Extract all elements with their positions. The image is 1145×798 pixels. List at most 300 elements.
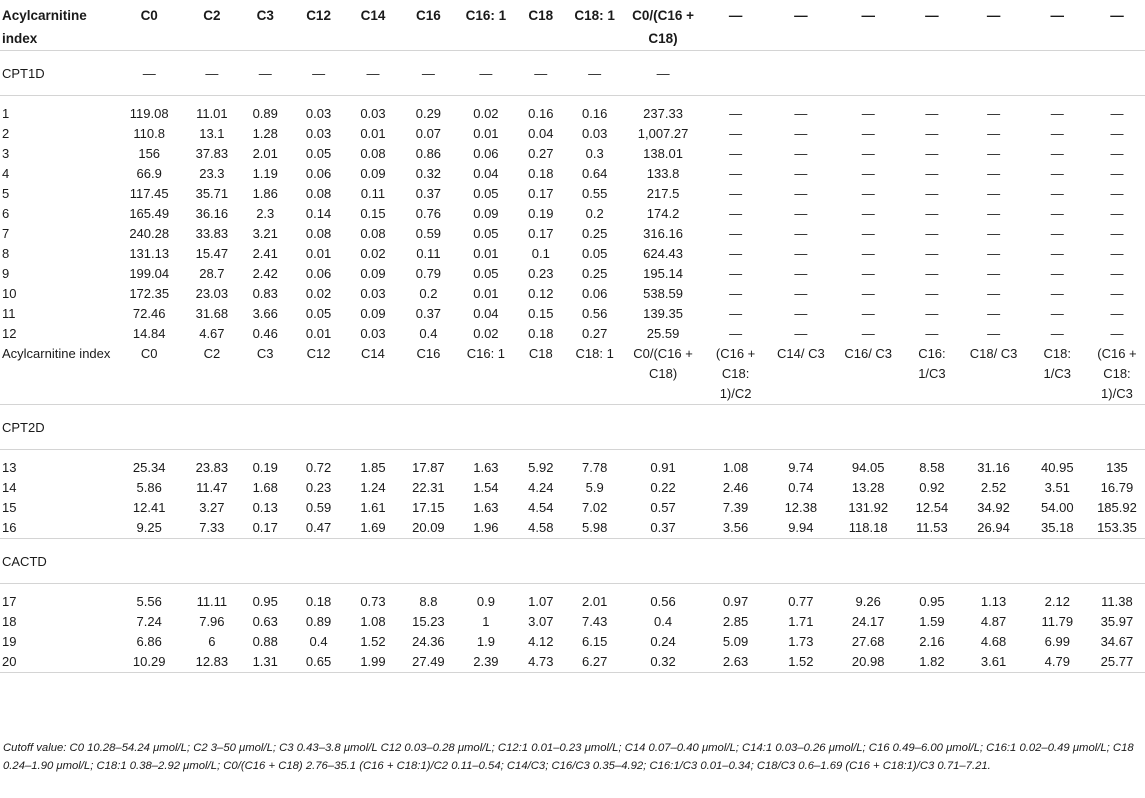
table-cell: —	[1050, 326, 1064, 341]
table-cell: 34.92	[977, 500, 1010, 515]
table-cell: 0.76	[415, 206, 442, 221]
table-cell: 11.11	[196, 594, 228, 609]
table-cell	[768, 539, 834, 584]
table-cell: 0.91	[650, 460, 676, 475]
table-cell: —	[794, 206, 808, 221]
column-header: —	[794, 8, 808, 23]
table-cell: 0.79	[415, 266, 442, 281]
table-cell: 31.68	[195, 306, 229, 321]
table-cell: —	[794, 226, 808, 241]
group-label: CPT1D	[0, 51, 114, 96]
patient-id: 7	[2, 226, 10, 241]
table-cell: 7.33	[199, 520, 225, 535]
table-cell: 35.71	[195, 186, 229, 201]
table-cell: 3.27	[199, 500, 225, 515]
table-cell: 195.14	[643, 266, 683, 281]
table-cell: 0.15	[360, 206, 386, 221]
table-cell: 13.1	[199, 126, 225, 141]
table-cell: 1.28	[252, 126, 278, 141]
table-cell: 11.53	[916, 520, 948, 535]
table-row	[0, 612, 1145, 632]
table-cell: —	[794, 166, 808, 181]
table-cell: 0.05	[582, 246, 608, 261]
patient-id: 3	[2, 146, 10, 161]
table-cell: 6.86	[136, 634, 162, 649]
table-cell: 0.18	[528, 326, 554, 341]
table-cell: 2.85	[722, 614, 749, 629]
table-cell: 1.24	[360, 480, 386, 495]
table-cell: 3.07	[528, 614, 554, 629]
table-cell: 624.43	[643, 246, 683, 261]
table-cell: 1.61	[360, 500, 386, 515]
table-cell: 4.87	[980, 614, 1007, 629]
table-cell: 25.59	[646, 326, 680, 341]
table-cell: 2.63	[722, 654, 749, 669]
table-cell: —	[987, 306, 1001, 321]
table-cell: —	[1050, 246, 1064, 261]
column-header: C3	[256, 346, 274, 361]
table-cell: 13.28	[851, 480, 885, 495]
patient-id: 9	[2, 266, 10, 281]
table-cell: 1.73	[788, 634, 814, 649]
spacer-cell	[0, 673, 1145, 682]
table-cell: 35.18	[1041, 520, 1074, 535]
table-cell: 1.63	[473, 500, 499, 515]
table-cell: 0.32	[650, 654, 676, 669]
table-cell: 4.68	[980, 634, 1007, 649]
table-cell	[768, 405, 834, 450]
table-cell: 0.37	[415, 186, 442, 201]
table-cell: 0.03	[360, 326, 386, 341]
table-cell: 6.99	[1044, 634, 1070, 649]
table-cell: 8.8	[419, 594, 438, 609]
table-cell: 4.12	[528, 634, 554, 649]
column-header: —	[1110, 8, 1124, 23]
table-row	[0, 518, 1145, 539]
table-cell: —	[987, 146, 1001, 161]
table-cell: 0.02	[360, 246, 386, 261]
table-cell	[703, 539, 767, 584]
table-cell: —	[794, 106, 808, 121]
table-cell: —	[987, 326, 1001, 341]
table-cell: —	[457, 51, 515, 96]
table-cell: 66.9	[136, 166, 162, 181]
table-cell: 1.9	[476, 634, 495, 649]
table-cell: —	[925, 306, 939, 321]
table-cell: 0.56	[582, 306, 608, 321]
table-cell: 0.02	[305, 286, 332, 301]
table-cell: 0.03	[582, 126, 608, 141]
column-header: —	[861, 8, 875, 23]
table-cell: 11.01	[196, 106, 228, 121]
table-cell: 138.01	[643, 146, 683, 161]
table-cell: 240.28	[129, 226, 170, 241]
table-cell: —	[1050, 306, 1064, 321]
patient-id: 18	[2, 614, 17, 629]
table-cell: 23.83	[195, 460, 229, 475]
table-cell	[515, 539, 567, 584]
table-cell	[623, 539, 704, 584]
patient-id: 10	[2, 286, 17, 301]
row-spacer	[0, 450, 1145, 459]
table-cell: 1.08	[722, 460, 749, 475]
table-cell: —	[400, 51, 457, 96]
table-cell: 72.46	[132, 306, 166, 321]
table-cell: 5.09	[722, 634, 749, 649]
table-cell: —	[1110, 306, 1124, 321]
column-header: C16: 1/C3	[918, 346, 946, 381]
table-cell: 0.24	[650, 634, 676, 649]
table-cell: 4.54	[528, 500, 554, 515]
table-cell: —	[861, 146, 875, 161]
table-cell: —	[1050, 226, 1064, 241]
table-cell: 0.37	[650, 520, 676, 535]
table-cell: 0.11	[360, 186, 386, 201]
table-cell	[902, 51, 961, 96]
table-cell: —	[861, 266, 875, 281]
table-cell	[1026, 51, 1089, 96]
table-cell: 0.17	[528, 186, 554, 201]
table-cell: 165.49	[129, 206, 170, 221]
table-cell: 4.73	[528, 654, 554, 669]
table-cell: 0.72	[305, 460, 332, 475]
table-cell: 2.41	[252, 246, 278, 261]
table-cell: 1.19	[252, 166, 278, 181]
table-cell: 110.8	[133, 126, 165, 141]
table-cell: —	[794, 246, 808, 261]
table-cell: 33.83	[195, 226, 229, 241]
table-cell	[961, 539, 1025, 584]
table-cell	[114, 405, 184, 450]
table-cell: 0.63	[252, 614, 278, 629]
table-cell: —	[987, 266, 1001, 281]
table-cell: 0.95	[919, 594, 945, 609]
table-cell: —	[861, 106, 875, 121]
table-cell: —	[729, 146, 743, 161]
table-cell	[114, 539, 184, 584]
table-cell: 0.46	[252, 326, 278, 341]
table-row	[0, 632, 1145, 652]
table-cell: 0.18	[528, 166, 554, 181]
table-cell: 0.65	[305, 654, 332, 669]
table-cell: —	[346, 51, 400, 96]
spacer-cell	[0, 584, 1145, 593]
patient-id: 11	[2, 306, 16, 321]
table-cell: —	[925, 106, 939, 121]
table-cell: 0.27	[528, 146, 554, 161]
table-cell: 0.15	[528, 306, 554, 321]
table-cell: 118.18	[848, 520, 888, 535]
table-cell: —	[925, 126, 939, 141]
header-title: Acylcarnitine index	[2, 8, 87, 46]
table-cell: 119.08	[129, 106, 169, 121]
table-cell: 20.09	[412, 520, 445, 535]
table-cell: —	[729, 326, 743, 341]
table-cell: 35.97	[1100, 614, 1134, 629]
column-header: C2	[203, 346, 221, 361]
table-cell	[834, 539, 902, 584]
table-cell: 9.26	[855, 594, 881, 609]
table-cell: —	[987, 186, 1001, 201]
table-cell: 7.02	[582, 500, 608, 515]
table-cell: 1.85	[360, 460, 386, 475]
table-cell	[400, 539, 457, 584]
table-cell: 0.04	[473, 306, 499, 321]
table-cell: 0.97	[722, 594, 749, 609]
patient-id: 12	[2, 326, 17, 341]
table-cell: —	[794, 126, 808, 141]
table-cell: —	[794, 186, 808, 201]
table-row	[0, 652, 1145, 673]
spacer-cell	[0, 450, 1145, 459]
table-cell: 27.49	[412, 654, 445, 669]
table-cell: 0.01	[473, 286, 499, 301]
table-cell: 0.25	[582, 226, 608, 241]
patient-id: 20	[2, 654, 17, 669]
table-cell: 1.71	[788, 614, 814, 629]
table-cell: —	[861, 306, 875, 321]
table-cell: —	[1050, 186, 1064, 201]
table-cell	[346, 405, 400, 450]
table-cell: 0.9	[476, 594, 495, 609]
table-cell: 538.59	[643, 286, 683, 301]
patient-id: 6	[2, 206, 10, 221]
table-row	[0, 144, 1145, 164]
column-header: C18: 1	[574, 8, 615, 23]
table-cell: 139.35	[643, 306, 683, 321]
table-cell	[1089, 405, 1145, 450]
table-cell: 14.84	[132, 326, 166, 341]
table-cell: —	[729, 186, 743, 201]
table-cell: 2.16	[919, 634, 945, 649]
table-cell: 0.06	[473, 146, 499, 161]
table-cell: 6.27	[582, 654, 608, 669]
patient-id: 1	[2, 106, 10, 121]
table-cell: —	[1110, 186, 1124, 201]
table-cell: 0.4	[654, 614, 673, 629]
table-cell	[1026, 539, 1089, 584]
table-cell: 0.09	[473, 206, 499, 221]
table-cell: —	[925, 146, 939, 161]
table-cell: 11.47	[196, 480, 228, 495]
table-cell: 0.08	[360, 146, 386, 161]
table-cell: 0.03	[360, 106, 386, 121]
group-label: CACTD	[0, 539, 114, 584]
table-cell	[834, 51, 902, 96]
table-cell: 6	[208, 634, 216, 649]
table-cell: 0.4	[419, 326, 438, 341]
table-cell: —	[1110, 106, 1124, 121]
table-row	[0, 478, 1145, 498]
table-cell: —	[925, 166, 939, 181]
table-cell: 0.57	[650, 500, 676, 515]
table-cell: 25.77	[1100, 654, 1134, 669]
column-header: C12	[306, 8, 331, 23]
patient-id: 5	[2, 186, 10, 201]
table-cell: 24.17	[851, 614, 885, 629]
table-cell: —	[239, 51, 291, 96]
table-cell: —	[1110, 266, 1124, 281]
table-cell: 0.06	[582, 286, 608, 301]
column-header: C12	[306, 346, 331, 361]
table-cell: 31.16	[977, 460, 1010, 475]
table-cell: 4.79	[1044, 654, 1070, 669]
table-cell: 10.29	[132, 654, 166, 669]
table-cell: —	[925, 186, 939, 201]
table-cell	[567, 539, 623, 584]
table-cell: —	[291, 51, 346, 96]
table-cell: 11.79	[1041, 614, 1074, 629]
table-cell: —	[114, 51, 184, 96]
column-header: C16	[416, 346, 441, 361]
table-cell: 1.63	[473, 460, 499, 475]
table-cell: 1.96	[473, 520, 499, 535]
table-cell: 0.04	[528, 126, 554, 141]
table-cell: 2.46	[722, 480, 749, 495]
table-cell: —	[1110, 126, 1124, 141]
table-cell: 1.52	[360, 634, 386, 649]
table-cell	[239, 405, 291, 450]
table-cell: —	[925, 326, 939, 341]
table-cell: 7.78	[582, 460, 608, 475]
table-cell: 36.16	[195, 206, 229, 221]
table-row	[0, 224, 1145, 244]
table-cell: 34.67	[1100, 634, 1134, 649]
column-header: C14/ C3	[777, 346, 825, 361]
table-cell: 0.86	[415, 146, 442, 161]
patient-id: 16	[2, 520, 17, 535]
column-header: C18	[528, 8, 554, 23]
table-cell: 0.59	[305, 500, 332, 515]
table-cell	[291, 539, 346, 584]
table-cell	[1026, 405, 1089, 450]
table-cell: 12.41	[132, 500, 166, 515]
table-cell: 0.83	[252, 286, 278, 301]
table-cell: —	[987, 226, 1001, 241]
table-cell: 0.92	[919, 480, 945, 495]
footnote: Cutoff value: C0 10.28–54.24 μmol/L; C2 3–50 μmol/L; C3 0.43–3.8 μmol/L C12 0.03–0.28 μmol/L; C12:1 0.01–0.23 μmol/L; C14 0.07–0.40 μmol/L; C14:1 0.03–0.26 μmol/L; C16 0.49–6.00 μmol/L; C16:1 0.02–0.49 μmol/L; C18 0.24–1.90 μmol/L; C18:1 0.38–2.92 μmol/L; C0/(C16 + C18) 2.76–35.1 (C16 + C18:1)/C2 0.11–0.54; C14/C3; C16/C3 0.35–4.92; C16:1/C3 0.01–0.34; C18/C3 0.6–1.69 (C16 + C18:1)/C3 0.71–7.21.	[3, 742, 1134, 772]
table-cell: —	[794, 306, 808, 321]
table-cell: —	[794, 266, 808, 281]
column-header: C16	[416, 8, 441, 23]
table-cell	[768, 51, 834, 96]
table-cell: 0.11	[416, 246, 441, 261]
table-cell: —	[861, 326, 875, 341]
table-cell: —	[925, 226, 939, 241]
table-row	[0, 164, 1145, 184]
table-cell: 172.35	[129, 286, 170, 301]
table-cell: —	[729, 266, 743, 281]
table-cell: 4.58	[528, 520, 554, 535]
table-cell: 0.89	[252, 106, 278, 121]
table-cell: 131.92	[848, 500, 889, 515]
table-cell: 2.39	[473, 654, 499, 669]
table-cell: 17.87	[412, 460, 445, 475]
table-cell: —	[1050, 126, 1064, 141]
table-cell: —	[987, 206, 1001, 221]
table-cell: 0.01	[305, 246, 332, 261]
table-cell: 4.24	[528, 480, 554, 495]
table-cell: 3.61	[980, 654, 1007, 669]
table-cell: 0.05	[305, 306, 332, 321]
table-cell: 22.31	[412, 480, 445, 495]
table-cell: 2.12	[1044, 594, 1070, 609]
table-cell: 0.09	[360, 166, 386, 181]
table-cell: 0.06	[305, 166, 332, 181]
group-header-row	[0, 51, 1145, 96]
table-cell: 0.16	[528, 106, 554, 121]
table-cell: 0.77	[788, 594, 814, 609]
table-cell: —	[729, 306, 743, 321]
table-row	[0, 592, 1145, 612]
table-cell: 0.59	[415, 226, 442, 241]
table-cell: 185.92	[1097, 500, 1137, 515]
table-cell: 16.79	[1100, 480, 1134, 495]
group-label: CPT2D	[0, 405, 114, 450]
table-row	[0, 284, 1145, 304]
table-cell: 15.47	[195, 246, 229, 261]
table-cell	[961, 51, 1025, 96]
table-cell: 0.05	[473, 266, 499, 281]
table-cell: 131.13	[129, 246, 170, 261]
table-cell	[623, 405, 704, 450]
table-cell: 9.94	[788, 520, 814, 535]
table-cell: 7.96	[199, 614, 225, 629]
table-cell	[961, 405, 1025, 450]
table-cell: 117.45	[129, 186, 169, 201]
table-cell: 5.98	[582, 520, 608, 535]
table-cell: 3.21	[252, 226, 278, 241]
group-header-row	[0, 405, 1145, 450]
table-row	[0, 244, 1145, 264]
table-cell: —	[987, 106, 1001, 121]
table-cell: 174.2	[646, 206, 680, 221]
table-cell: —	[861, 186, 875, 201]
table-cell: 237.33	[643, 106, 683, 121]
table-row	[0, 184, 1145, 204]
table-row	[0, 324, 1145, 344]
patient-id: 8	[2, 246, 10, 261]
table-cell: 0.02	[473, 106, 499, 121]
table-cell: 316.16	[643, 226, 683, 241]
table-cell: 94.05	[851, 460, 885, 475]
column-header: C16: 1	[465, 8, 507, 23]
table-cell: 1.86	[252, 186, 278, 201]
row-spacer	[0, 673, 1145, 682]
column-header: C2	[203, 8, 221, 23]
table-cell: 0.03	[305, 106, 332, 121]
row-spacer	[0, 584, 1145, 593]
table-cell: 0.95	[252, 594, 278, 609]
patient-id: 19	[2, 634, 17, 649]
table-cell: 0.04	[473, 166, 499, 181]
table-cell: 0.08	[305, 186, 332, 201]
table-cell: 9.25	[136, 520, 162, 535]
table-cell: 0.05	[305, 146, 332, 161]
table-cell: 0.2	[419, 286, 438, 301]
table-cell: 0.13	[252, 500, 278, 515]
column-header: C0	[140, 346, 158, 361]
table-cell: —	[1050, 146, 1064, 161]
table-cell: 1.69	[360, 520, 386, 535]
column-header: (C16 + C18: 1)/C3	[1097, 346, 1137, 401]
table-cell: —	[861, 166, 875, 181]
table-cell: 0.47	[305, 520, 332, 535]
table-cell	[400, 405, 457, 450]
table-cell: 7.24	[136, 614, 162, 629]
column-header: C18: 1/C3	[1043, 346, 1072, 381]
patient-id: 13	[2, 460, 17, 475]
